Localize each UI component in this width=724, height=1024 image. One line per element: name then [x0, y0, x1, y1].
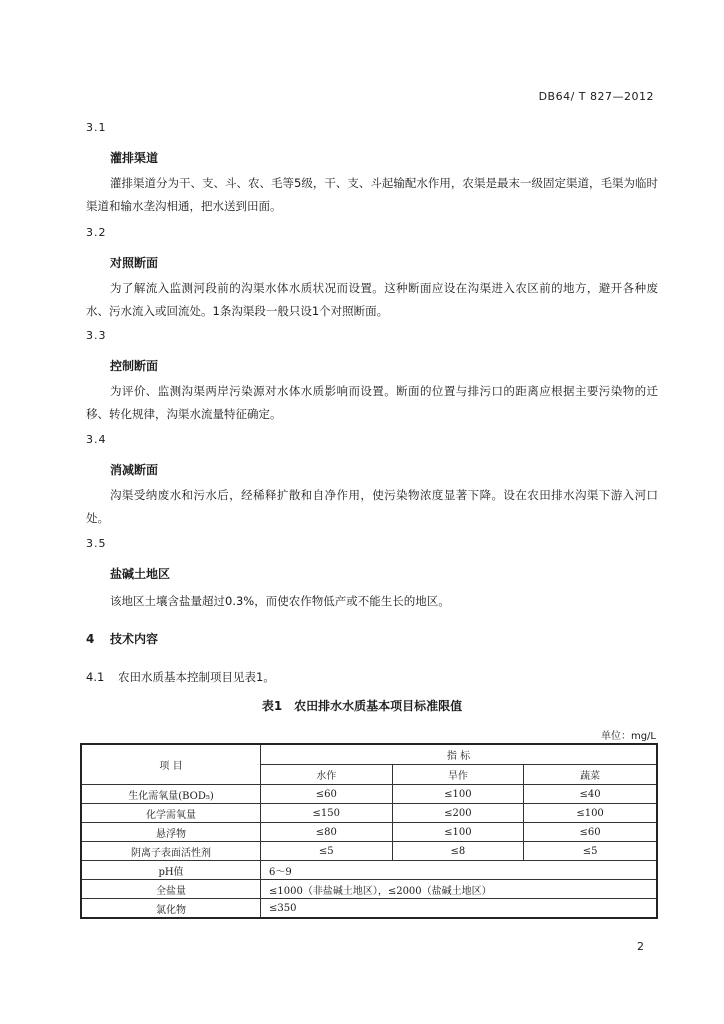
item-header: 项 目 — [81, 744, 261, 785]
table-row — [81, 880, 657, 899]
clause-number: 3.4 — [86, 433, 107, 446]
clause-4-1 — [86, 669, 275, 685]
clause-term: 盐碱土地区 — [110, 567, 171, 581]
col-header-paddy: 水作 — [261, 765, 393, 785]
cell-value-merged: ≤350 — [261, 899, 658, 919]
row-item: 化学需氧量 — [81, 804, 261, 823]
cell-value: ≤60 — [261, 785, 393, 804]
table-unit: 单位：mg/L — [600, 731, 656, 742]
table-row — [81, 804, 657, 823]
clause-text: 灌排渠道分为干、支、斗、农、毛等5级，干、支、斗起输配水作用，农渠是最末一级固定渠道，毛渠为临时渠道和输水垄沟相通，把水送到田面。 — [86, 176, 658, 213]
table-title: 农田排水水质基本项目标准限值 — [294, 699, 463, 713]
table-row — [81, 842, 657, 861]
clause-text: 为评价、监测沟渠两岸污染源对水体水质影响而设置。断面的位置与排污口的距离应根据主要污染物的迁移、转化规律，沟渠水流量特征确定。 — [86, 384, 658, 421]
cell-value: ≤80 — [261, 823, 393, 842]
row-item: pH值 — [81, 861, 261, 880]
cell-value: ≤5 — [524, 842, 657, 861]
index-header: 指 标 — [261, 744, 658, 765]
cell-value: ≤40 — [524, 785, 657, 804]
table-label: 表1 — [261, 699, 283, 713]
clause-number: 3.3 — [86, 329, 107, 342]
cell-value: ≤100 — [392, 785, 524, 804]
table-row — [81, 861, 657, 880]
cell-value: ≤150 — [261, 804, 393, 823]
col-header-dry: 旱作 — [392, 765, 524, 785]
clause-number: 4.1 — [86, 670, 105, 684]
row-item: 悬浮物 — [81, 823, 261, 842]
page-number: 2 — [637, 940, 644, 953]
clause-number: 3.2 — [86, 226, 107, 239]
table-row — [81, 785, 657, 804]
clause-text: 该地区土壤含盐量超过0.3%，而使农作物低产或不能生长的地区。 — [110, 594, 450, 608]
clause-number: 3.5 — [86, 537, 107, 550]
clause-text: 为了解流入监测河段前的沟渠水体水质状况而设置。这种断面应设在沟渠进入农区前的地方，避开各种废水、污水流入或回流处。1条沟渠段一般只设1个对照断面。 — [86, 281, 658, 318]
cell-value: ≤100 — [524, 804, 657, 823]
row-item: 全盐量 — [81, 880, 261, 899]
chapter-title: 技术内容 — [110, 632, 159, 646]
clause-text: 农田水质基本控制项目见表1。 — [118, 670, 275, 684]
clause-term: 对照断面 — [110, 256, 159, 270]
chapter-heading — [86, 630, 158, 647]
clause-text: 沟渠受纳废水和污水后，经稀释扩散和自净作用，使污染物浓度显著下降。设在农田排水沟渠下游入河口处。 — [86, 488, 658, 525]
clause-term: 灌排渠道 — [110, 151, 159, 165]
row-item: 生化需氧量(BOD₅) — [81, 785, 261, 804]
table-row — [81, 899, 657, 919]
table-row — [81, 823, 657, 842]
chapter-number: 4 — [86, 632, 95, 646]
clause-term: 消减断面 — [110, 463, 159, 477]
table-caption — [0, 697, 724, 714]
cell-value: ≤8 — [392, 842, 524, 861]
row-item: 氯化物 — [81, 899, 261, 919]
cell-value-merged: ≤1000（非盐碱土地区），≤2000（盐碱土地区） — [261, 880, 658, 899]
col-header-vegetable: 蔬菜 — [524, 765, 657, 785]
standard-limits-table — [80, 743, 658, 919]
clause-number: 3.1 — [86, 121, 107, 134]
cell-value: ≤200 — [392, 804, 524, 823]
cell-value: ≤5 — [261, 842, 393, 861]
cell-value: ≤60 — [524, 823, 657, 842]
clause-term: 控制断面 — [110, 359, 159, 373]
document-code: DB64/ T 827—2012 — [538, 90, 654, 103]
cell-value-merged: 6～9 — [261, 861, 658, 880]
cell-value: ≤100 — [392, 823, 524, 842]
row-item: 阴离子表面活性剂 — [81, 842, 261, 861]
